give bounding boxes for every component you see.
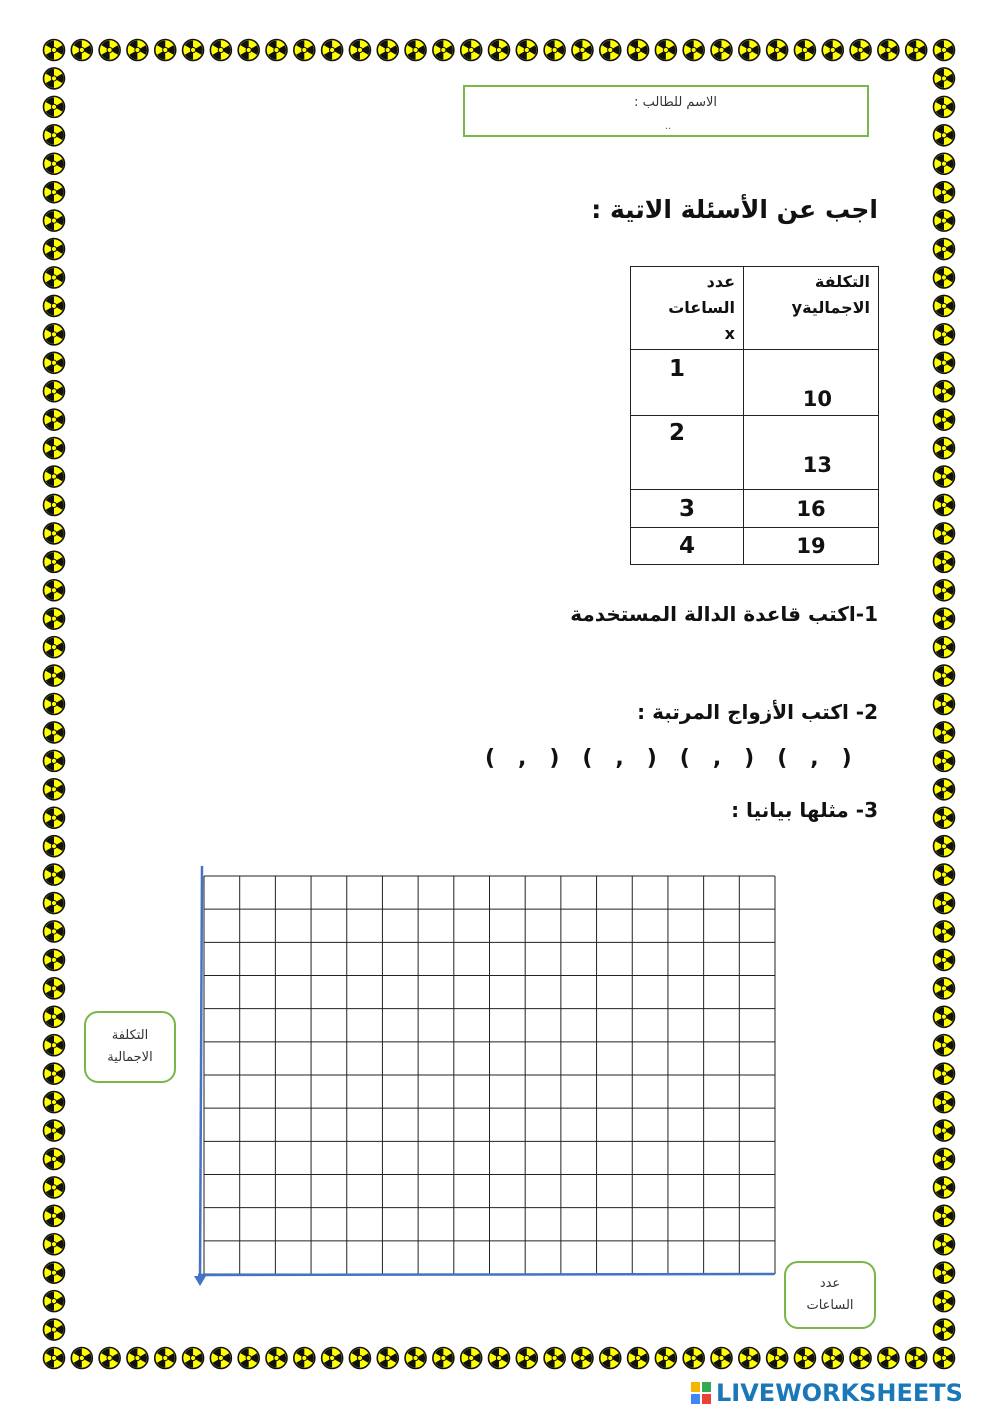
border-ornament xyxy=(155,40,176,61)
border-ornament xyxy=(44,182,65,203)
border-ornament xyxy=(934,494,955,515)
border-ornament xyxy=(934,210,955,231)
border-ornament xyxy=(878,1348,899,1369)
border-ornament xyxy=(349,1348,370,1369)
border-ornament xyxy=(44,637,65,658)
border-ornament xyxy=(934,637,955,658)
border-ornament xyxy=(934,750,955,771)
liveworksheets-logo xyxy=(690,1378,963,1408)
border-ornament xyxy=(934,1291,955,1312)
border-ornament xyxy=(461,40,482,61)
border-ornament xyxy=(934,978,955,999)
y-axis-label-box xyxy=(84,1011,176,1083)
student-name-label: الاسم للطالب : xyxy=(634,95,717,110)
border-ornament xyxy=(934,665,955,686)
border-ornament xyxy=(44,494,65,515)
header-cost-cell xyxy=(744,267,879,350)
border-ornament xyxy=(99,1348,120,1369)
border-ornament xyxy=(99,40,120,61)
header-cost-word: الاجمالية xyxy=(802,298,870,317)
y-axis-label-line2: الاجمالية xyxy=(107,1050,153,1065)
border-ornament xyxy=(934,836,955,857)
border-ornament xyxy=(44,409,65,430)
border-ornament xyxy=(794,40,815,61)
border-ornament xyxy=(127,1348,148,1369)
border-ornament xyxy=(44,1035,65,1056)
border-ornament xyxy=(44,608,65,629)
border-ornament xyxy=(934,523,955,544)
border-ornament xyxy=(461,1348,482,1369)
border-ornament xyxy=(906,1348,927,1369)
border-ornament xyxy=(433,40,454,61)
border-ornament xyxy=(934,466,955,487)
border-ornament xyxy=(44,1262,65,1283)
border-ornament xyxy=(878,40,899,61)
border-ornament xyxy=(44,40,65,61)
border-ornament xyxy=(934,864,955,885)
border-ornament xyxy=(377,40,398,61)
border-ornament xyxy=(44,352,65,373)
border-ornament xyxy=(934,551,955,572)
border-ornament xyxy=(739,1348,760,1369)
border-ornament xyxy=(934,1177,955,1198)
border-ornament xyxy=(44,750,65,771)
border-ornament xyxy=(934,807,955,828)
border-ornament xyxy=(544,40,565,61)
border-ornament xyxy=(44,210,65,231)
border-ornament xyxy=(44,722,65,743)
border-ornament xyxy=(934,1205,955,1226)
border-ornament xyxy=(44,438,65,459)
border-ornament xyxy=(934,68,955,89)
border-ornament xyxy=(572,40,593,61)
border-ornament xyxy=(934,1262,955,1283)
border-ornament xyxy=(934,608,955,629)
border-ornament xyxy=(44,893,65,914)
border-ornament xyxy=(934,409,955,430)
border-ornament xyxy=(600,40,621,61)
border-ornament xyxy=(44,381,65,402)
border-ornament xyxy=(934,438,955,459)
border-ornament xyxy=(44,68,65,89)
border-ornament xyxy=(600,1348,621,1369)
y-axis-label: التكلفة xyxy=(111,1028,149,1043)
border-ornament xyxy=(44,153,65,174)
border-ornament xyxy=(127,40,148,61)
border-ornament xyxy=(850,40,871,61)
border-ornament xyxy=(934,1035,955,1056)
border-ornament xyxy=(44,807,65,828)
border-ornament xyxy=(44,324,65,345)
border-ornament xyxy=(44,551,65,572)
border-ornament xyxy=(906,40,927,61)
border-ornament xyxy=(44,864,65,885)
border-ornament xyxy=(850,1348,871,1369)
border-ornament xyxy=(934,1120,955,1141)
cell-y[interactable]: 10 xyxy=(744,350,879,416)
header-hours-cell xyxy=(631,267,744,350)
border-ornament xyxy=(210,1348,231,1369)
question-3: 3- مثلها بيانيا : xyxy=(731,798,878,822)
border-ornament xyxy=(322,1348,343,1369)
question-2: 2- اكتب الأزواج المرتبة : xyxy=(637,700,878,724)
border-ornament xyxy=(433,1348,454,1369)
cell-y[interactable]: 19 xyxy=(744,528,879,565)
border-ornament xyxy=(183,40,204,61)
border-ornament xyxy=(572,1348,593,1369)
border-ornament xyxy=(934,779,955,800)
cell-y[interactable]: 13 xyxy=(744,416,879,490)
axis-arrowhead xyxy=(194,1276,206,1286)
border-ornament xyxy=(822,40,843,61)
x-axis-line xyxy=(198,1274,774,1275)
border-ornament xyxy=(934,239,955,260)
border-ornament xyxy=(44,836,65,857)
border-ornament xyxy=(934,893,955,914)
border-ornament xyxy=(489,1348,510,1369)
border-ornament xyxy=(44,1348,65,1369)
cell-x[interactable]: 4 xyxy=(631,528,744,565)
border-ornament xyxy=(44,665,65,686)
border-ornament xyxy=(44,96,65,117)
border-ornament xyxy=(349,40,370,61)
border-ornament xyxy=(44,1291,65,1312)
border-ornament xyxy=(934,381,955,402)
student-name-box[interactable] xyxy=(463,85,869,137)
instruction-heading: اجب عن الأسئلة الاتية : xyxy=(591,195,878,224)
border-ornament xyxy=(71,1348,92,1369)
border-ornament xyxy=(683,1348,704,1369)
border-ornament xyxy=(516,1348,537,1369)
header-cost-var: y xyxy=(791,298,803,317)
border-ornament xyxy=(294,1348,315,1369)
border-ornament xyxy=(44,1006,65,1027)
border-ornament xyxy=(44,239,65,260)
border-ornament xyxy=(934,1319,955,1340)
border-ornament xyxy=(183,1348,204,1369)
border-ornament xyxy=(210,40,231,61)
border-ornament xyxy=(44,523,65,544)
border-ornament xyxy=(628,1348,649,1369)
border-ornament xyxy=(934,949,955,970)
cell-y[interactable]: 16 xyxy=(744,490,879,528)
border-ornament xyxy=(155,1348,176,1369)
border-ornament xyxy=(238,1348,259,1369)
border-ornament xyxy=(516,40,537,61)
graph-grid[interactable] xyxy=(190,862,790,1292)
data-table xyxy=(630,266,879,565)
header-cost-line2 xyxy=(752,295,870,321)
border-ornament xyxy=(266,1348,287,1369)
border-ornament xyxy=(44,580,65,601)
border-ornament xyxy=(934,96,955,117)
border-ornament xyxy=(44,1319,65,1340)
border-ornament xyxy=(44,694,65,715)
border-ornament xyxy=(238,40,259,61)
border-ornament xyxy=(739,40,760,61)
border-ornament xyxy=(44,1120,65,1141)
border-ornament xyxy=(44,1092,65,1113)
border-ornament xyxy=(711,40,732,61)
border-ornament xyxy=(405,40,426,61)
border-ornament xyxy=(767,40,788,61)
student-name-field[interactable]: .. xyxy=(665,121,672,132)
border-ornament xyxy=(934,1006,955,1027)
cell-x[interactable]: 2 xyxy=(631,416,744,490)
border-ornament xyxy=(934,1092,955,1113)
border-ornament xyxy=(266,40,287,61)
border-ornament xyxy=(934,352,955,373)
y-axis-line xyxy=(200,866,202,1280)
x-axis-label-line2: الساعات xyxy=(806,1298,854,1313)
border-ornament xyxy=(934,1148,955,1169)
border-ornament xyxy=(683,40,704,61)
border-ornament xyxy=(934,1234,955,1255)
ordered-pairs-blanks[interactable]: ( , ) ( , ) ( , ) ( , ) xyxy=(485,746,852,771)
border-ornament xyxy=(822,1348,843,1369)
border-ornament xyxy=(44,267,65,288)
border-ornament xyxy=(655,40,676,61)
border-ornament xyxy=(544,1348,565,1369)
border-ornament xyxy=(44,978,65,999)
border-ornament xyxy=(44,1234,65,1255)
question-1: 1-اكتب قاعدة الدالة المستخدمة xyxy=(570,602,878,626)
border-ornament xyxy=(934,40,955,61)
border-ornament xyxy=(44,1148,65,1169)
border-ornament xyxy=(377,1348,398,1369)
border-ornament xyxy=(934,153,955,174)
border-ornament xyxy=(44,125,65,146)
border-ornament xyxy=(44,295,65,316)
border-ornament xyxy=(934,921,955,942)
x-axis-label: عدد xyxy=(819,1276,841,1291)
border-ornament xyxy=(44,949,65,970)
border-ornament xyxy=(489,40,510,61)
border-ornament xyxy=(44,1063,65,1084)
cell-x[interactable]: 3 xyxy=(631,490,744,528)
border-ornament xyxy=(628,40,649,61)
header-hours: عدد الساعات xyxy=(668,272,735,317)
border-ornament xyxy=(44,921,65,942)
border-ornament xyxy=(405,1348,426,1369)
border-ornament xyxy=(322,40,343,61)
border-ornament xyxy=(934,182,955,203)
border-ornament xyxy=(44,1205,65,1226)
border-ornament xyxy=(934,694,955,715)
border-ornament xyxy=(934,1348,955,1369)
border-ornament xyxy=(711,1348,732,1369)
border-ornament xyxy=(934,125,955,146)
border-ornament xyxy=(934,1063,955,1084)
border-ornament xyxy=(44,466,65,487)
header-cost: التكلفة xyxy=(814,272,870,291)
border-ornament xyxy=(934,267,955,288)
border-ornament xyxy=(934,324,955,345)
logo-text: LIVEWORKSHEETS xyxy=(716,1379,963,1407)
x-axis-label-box xyxy=(784,1261,876,1329)
border-ornament xyxy=(767,1348,788,1369)
header-hours-var: x xyxy=(724,324,735,343)
border-ornament xyxy=(655,1348,676,1369)
cell-x[interactable]: 1 xyxy=(631,350,744,416)
border-ornament xyxy=(44,779,65,800)
logo-icon xyxy=(690,1381,712,1405)
border-ornament xyxy=(44,1177,65,1198)
border-ornament xyxy=(294,40,315,61)
border-ornament xyxy=(71,40,92,61)
border-ornament xyxy=(934,580,955,601)
border-ornament xyxy=(794,1348,815,1369)
border-ornament xyxy=(934,295,955,316)
border-ornament xyxy=(934,722,955,743)
